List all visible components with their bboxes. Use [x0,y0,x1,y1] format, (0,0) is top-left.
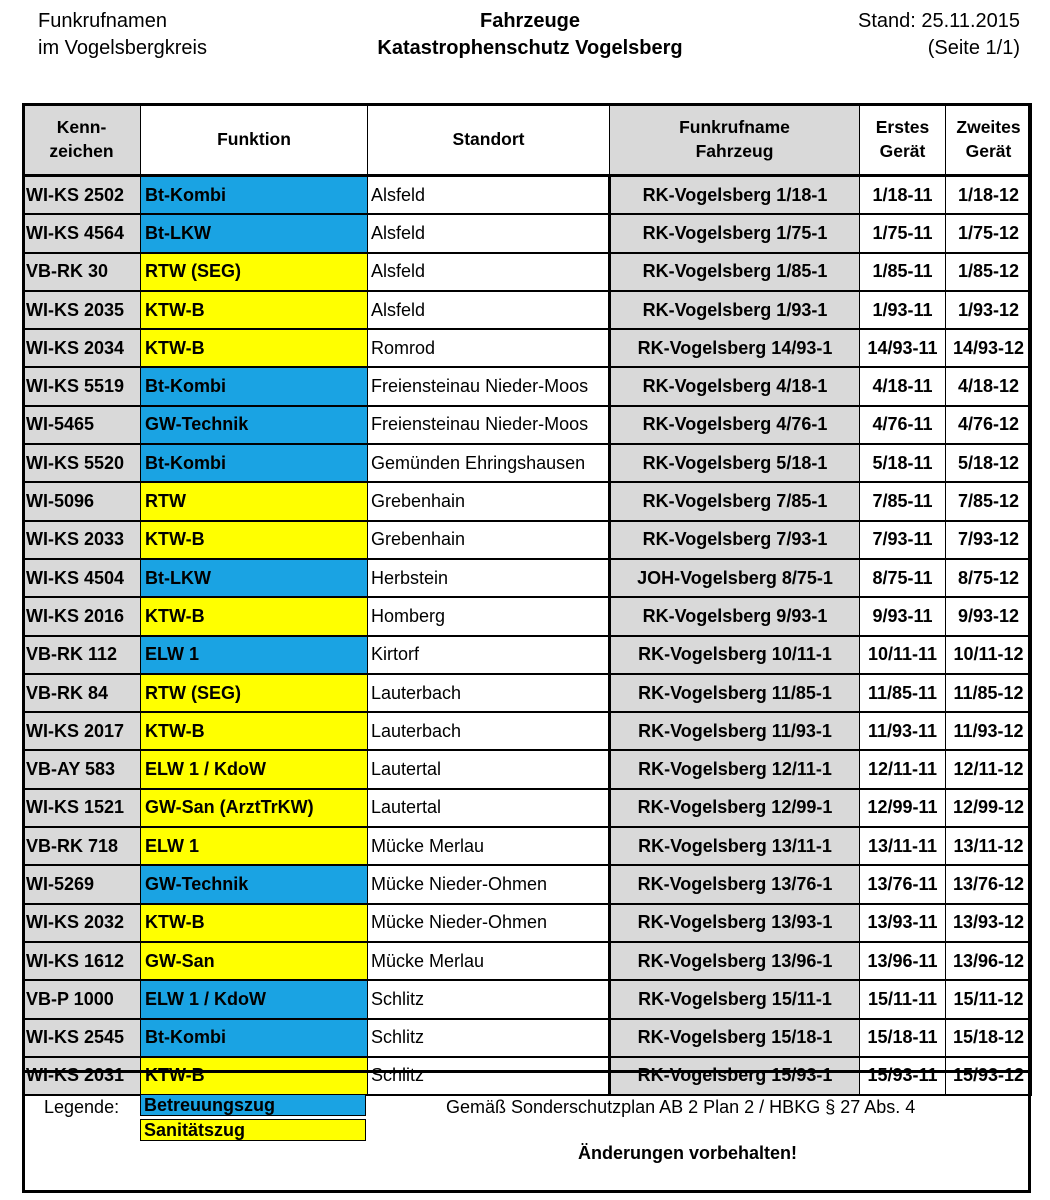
cell-funkrufname: RK-Vogelsberg 1/75-1 [610,214,860,252]
cell-standort: Alsfeld [368,176,610,215]
cell-funktion: KTW-B [141,329,368,367]
cell-zweites-geraet: 4/76-12 [946,406,1032,444]
cell-erstes-geraet: 13/93-11 [860,904,946,942]
cell-zweites-geraet: 15/18-12 [946,1019,1032,1057]
cell-kennzeichen: WI-KS 2032 [23,904,141,942]
cell-erstes-geraet: 13/76-11 [860,865,946,903]
cell-funktion: GW-San [141,942,368,980]
cell-kennzeichen: WI-KS 1612 [23,942,141,980]
cell-zweites-geraet: 7/93-12 [946,521,1032,559]
cell-standort: Mücke Nieder-Ohmen [368,865,610,903]
header-left-line2: im Vogelsbergkreis [38,37,207,59]
cell-funkrufname: RK-Vogelsberg 13/93-1 [610,904,860,942]
cell-erstes-geraet: 15/18-11 [860,1019,946,1057]
cell-zweites-geraet: 10/11-12 [946,636,1032,674]
cell-funkrufname: RK-Vogelsberg 4/76-1 [610,406,860,444]
col-kennzeichen-line2: zeichen [49,141,114,161]
cell-standort: Romrod [368,329,610,367]
cell-kennzeichen: WI-5269 [23,865,141,903]
col-erstes-line1: Erstes [875,117,930,137]
cell-funktion: Bt-LKW [141,559,368,597]
cell-funktion: GW-San (ArztTrKW) [141,789,368,827]
cell-funkrufname: RK-Vogelsberg 7/85-1 [610,482,860,520]
cell-erstes-geraet: 12/99-11 [860,789,946,827]
cell-funktion: KTW-B [141,1057,368,1095]
cell-erstes-geraet: 4/18-11 [860,367,946,405]
cell-funkrufname: RK-Vogelsberg 15/93-1 [610,1057,860,1095]
cell-zweites-geraet: 4/18-12 [946,367,1032,405]
cell-funkrufname: RK-Vogelsberg 10/11-1 [610,636,860,674]
cell-zweites-geraet: 1/75-12 [946,214,1032,252]
cell-funktion: Bt-Kombi [141,176,368,215]
col-standort: Standort [368,104,610,176]
cell-zweites-geraet: 13/11-12 [946,827,1032,865]
cell-kennzeichen: VB-P 1000 [23,980,141,1018]
cell-funktion: ELW 1 [141,636,368,674]
cell-funktion: ELW 1 / KdoW [141,750,368,788]
cell-erstes-geraet: 15/11-11 [860,980,946,1018]
cell-erstes-geraet: 12/11-11 [860,750,946,788]
cell-funktion: KTW-B [141,291,368,329]
legend-sanitaetszug: Sanitätszug [140,1119,366,1141]
cell-erstes-geraet: 13/11-11 [860,827,946,865]
cell-standort: Lautertal [368,750,610,788]
cell-funkrufname: RK-Vogelsberg 15/18-1 [610,1019,860,1057]
cell-funktion: KTW-B [141,712,368,750]
cell-erstes-geraet: 15/93-11 [860,1057,946,1095]
cell-funkrufname: RK-Vogelsberg 15/11-1 [610,980,860,1018]
cell-standort: Mücke Merlau [368,827,610,865]
cell-standort: Lauterbach [368,712,610,750]
cell-standort: Schlitz [368,1019,610,1057]
cell-kennzeichen: WI-KS 2035 [23,291,141,329]
cell-funktion: RTW [141,482,368,520]
cell-erstes-geraet: 1/75-11 [860,214,946,252]
cell-funkrufname: RK-Vogelsberg 7/93-1 [610,521,860,559]
cell-erstes-geraet: 1/18-11 [860,176,946,215]
changes-reserved: Änderungen vorbehalten! [578,1143,798,1163]
cell-funktion: KTW-B [141,521,368,559]
cell-kennzeichen: WI-KS 2502 [23,176,141,215]
cell-erstes-geraet: 1/93-11 [860,291,946,329]
cell-standort: Alsfeld [368,253,610,291]
cell-zweites-geraet: 7/85-12 [946,482,1032,520]
cell-erstes-geraet: 1/85-11 [860,253,946,291]
cell-kennzeichen: WI-KS 4564 [23,214,141,252]
cell-standort: Kirtorf [368,636,610,674]
cell-zweites-geraet: 13/96-12 [946,942,1032,980]
cell-funkrufname: RK-Vogelsberg 1/18-1 [610,176,860,215]
cell-zweites-geraet: 15/93-12 [946,1057,1032,1095]
legend-label: Legende: [44,1097,120,1117]
cell-funktion: Bt-Kombi [141,1019,368,1057]
cell-zweites-geraet: 1/18-12 [946,176,1032,215]
cell-kennzeichen: WI-KS 2031 [23,1057,141,1095]
cell-erstes-geraet: 11/93-11 [860,712,946,750]
cell-kennzeichen: WI-5465 [23,406,141,444]
cell-zweites-geraet: 11/93-12 [946,712,1032,750]
cell-zweites-geraet: 14/93-12 [946,329,1032,367]
cell-standort: Herbstein [368,559,610,597]
col-erstes-line2: Gerät [879,141,926,161]
cell-funkrufname: JOH-Vogelsberg 8/75-1 [610,559,860,597]
cell-funktion: Bt-Kombi [141,444,368,482]
cell-funkrufname: RK-Vogelsberg 12/11-1 [610,750,860,788]
cell-funktion: RTW (SEG) [141,253,368,291]
cell-zweites-geraet: 12/99-12 [946,789,1032,827]
cell-funktion: GW-Technik [141,406,368,444]
cell-erstes-geraet: 7/93-11 [860,521,946,559]
title-line1: Fahrzeuge [479,10,581,32]
cell-funktion: ELW 1 [141,827,368,865]
cell-standort: Schlitz [368,980,610,1018]
cell-zweites-geraet: 1/85-12 [946,253,1032,291]
cell-standort: Grebenhain [368,521,610,559]
legal-note: Gemäß Sonderschutzplan AB 2 Plan 2 / HBKG § 27 Abs. 4 [446,1097,916,1117]
cell-funktion: RTW (SEG) [141,674,368,712]
cell-funktion: Bt-LKW [141,214,368,252]
cell-funkrufname: RK-Vogelsberg 11/93-1 [610,712,860,750]
cell-funkrufname: RK-Vogelsberg 13/11-1 [610,827,860,865]
cell-funkrufname: RK-Vogelsberg 5/18-1 [610,444,860,482]
cell-zweites-geraet: 13/76-12 [946,865,1032,903]
cell-funktion: ELW 1 / KdoW [141,980,368,1018]
cell-zweites-geraet: 12/11-12 [946,750,1032,788]
cell-erstes-geraet: 14/93-11 [860,329,946,367]
col-zweites-line2: Gerät [965,141,1012,161]
legend-betreuungszug: Betreuungszug [140,1094,366,1116]
cell-erstes-geraet: 11/85-11 [860,674,946,712]
cell-standort: Freiensteinau Nieder-Moos [368,367,610,405]
cell-zweites-geraet: 9/93-12 [946,597,1032,635]
cell-kennzeichen: WI-KS 5519 [23,367,141,405]
cell-funkrufname: RK-Vogelsberg 9/93-1 [610,597,860,635]
cell-erstes-geraet: 9/93-11 [860,597,946,635]
cell-standort: Freiensteinau Nieder-Moos [368,406,610,444]
cell-standort: Alsfeld [368,214,610,252]
cell-funktion: GW-Technik [141,865,368,903]
cell-kennzeichen: WI-KS 4504 [23,559,141,597]
col-zweites-line1: Zweites [956,117,1021,137]
cell-funkrufname: RK-Vogelsberg 11/85-1 [610,674,860,712]
cell-standort: Grebenhain [368,482,610,520]
cell-erstes-geraet: 7/85-11 [860,482,946,520]
cell-funktion: KTW-B [141,597,368,635]
cell-standort: Lauterbach [368,674,610,712]
cell-zweites-geraet: 1/93-12 [946,291,1032,329]
cell-kennzeichen: WI-KS 2545 [23,1019,141,1057]
table-frame [22,103,1031,1193]
cell-kennzeichen: WI-KS 2034 [23,329,141,367]
cell-funkrufname: RK-Vogelsberg 13/96-1 [610,942,860,980]
cell-funkrufname: RK-Vogelsberg 1/93-1 [610,291,860,329]
cell-kennzeichen: VB-AY 583 [23,750,141,788]
cell-erstes-geraet: 5/18-11 [860,444,946,482]
date-stamp: Stand: 25.11.2015 [858,10,1020,32]
cell-kennzeichen: WI-KS 5520 [23,444,141,482]
header-left [38,8,207,62]
col-funkrufname-line2: Fahrzeug [695,141,774,161]
header-right [858,8,1020,62]
cell-erstes-geraet: 10/11-11 [860,636,946,674]
cell-standort: Alsfeld [368,291,610,329]
cell-funktion: Bt-Kombi [141,367,368,405]
cell-zweites-geraet: 11/85-12 [946,674,1032,712]
cell-zweites-geraet: 13/93-12 [946,904,1032,942]
cell-kennzeichen: VB-RK 718 [23,827,141,865]
cell-standort: Gemünden Ehringshausen [368,444,610,482]
cell-kennzeichen: WI-KS 2033 [23,521,141,559]
cell-kennzeichen: WI-5096 [23,482,141,520]
page-number: (Seite 1/1) [927,37,1020,59]
cell-funkrufname: RK-Vogelsberg 13/76-1 [610,865,860,903]
cell-erstes-geraet: 13/96-11 [860,942,946,980]
cell-erstes-geraet: 4/76-11 [860,406,946,444]
cell-kennzeichen: WI-KS 1521 [23,789,141,827]
cell-zweites-geraet: 15/11-12 [946,980,1032,1018]
cell-funkrufname: RK-Vogelsberg 14/93-1 [610,329,860,367]
cell-funkrufname: RK-Vogelsberg 12/99-1 [610,789,860,827]
col-funkrufname-line1: Funkrufname [679,117,790,137]
cell-kennzeichen: VB-RK 84 [23,674,141,712]
cell-standort: Homberg [368,597,610,635]
cell-erstes-geraet: 8/75-11 [860,559,946,597]
title-line2: Katastrophenschutz Vogelsberg [377,37,683,59]
cell-funkrufname: RK-Vogelsberg 4/18-1 [610,367,860,405]
cell-kennzeichen: WI-KS 2016 [23,597,141,635]
cell-standort: Mücke Merlau [368,942,610,980]
cell-kennzeichen: WI-KS 2017 [23,712,141,750]
cell-funkrufname: RK-Vogelsberg 1/85-1 [610,253,860,291]
cell-standort: Lautertal [368,789,610,827]
col-kennzeichen-line1: Kenn- [56,117,107,137]
col-funktion: Funktion [141,104,368,176]
cell-standort: Mücke Nieder-Ohmen [368,904,610,942]
cell-funktion: KTW-B [141,904,368,942]
page-title [300,8,760,62]
cell-standort: Schlitz [368,1057,610,1095]
cell-kennzeichen: VB-RK 112 [23,636,141,674]
header-left-line1: Funkrufnamen [38,10,167,32]
cell-zweites-geraet: 5/18-12 [946,444,1032,482]
cell-zweites-geraet: 8/75-12 [946,559,1032,597]
cell-kennzeichen: VB-RK 30 [23,253,141,291]
